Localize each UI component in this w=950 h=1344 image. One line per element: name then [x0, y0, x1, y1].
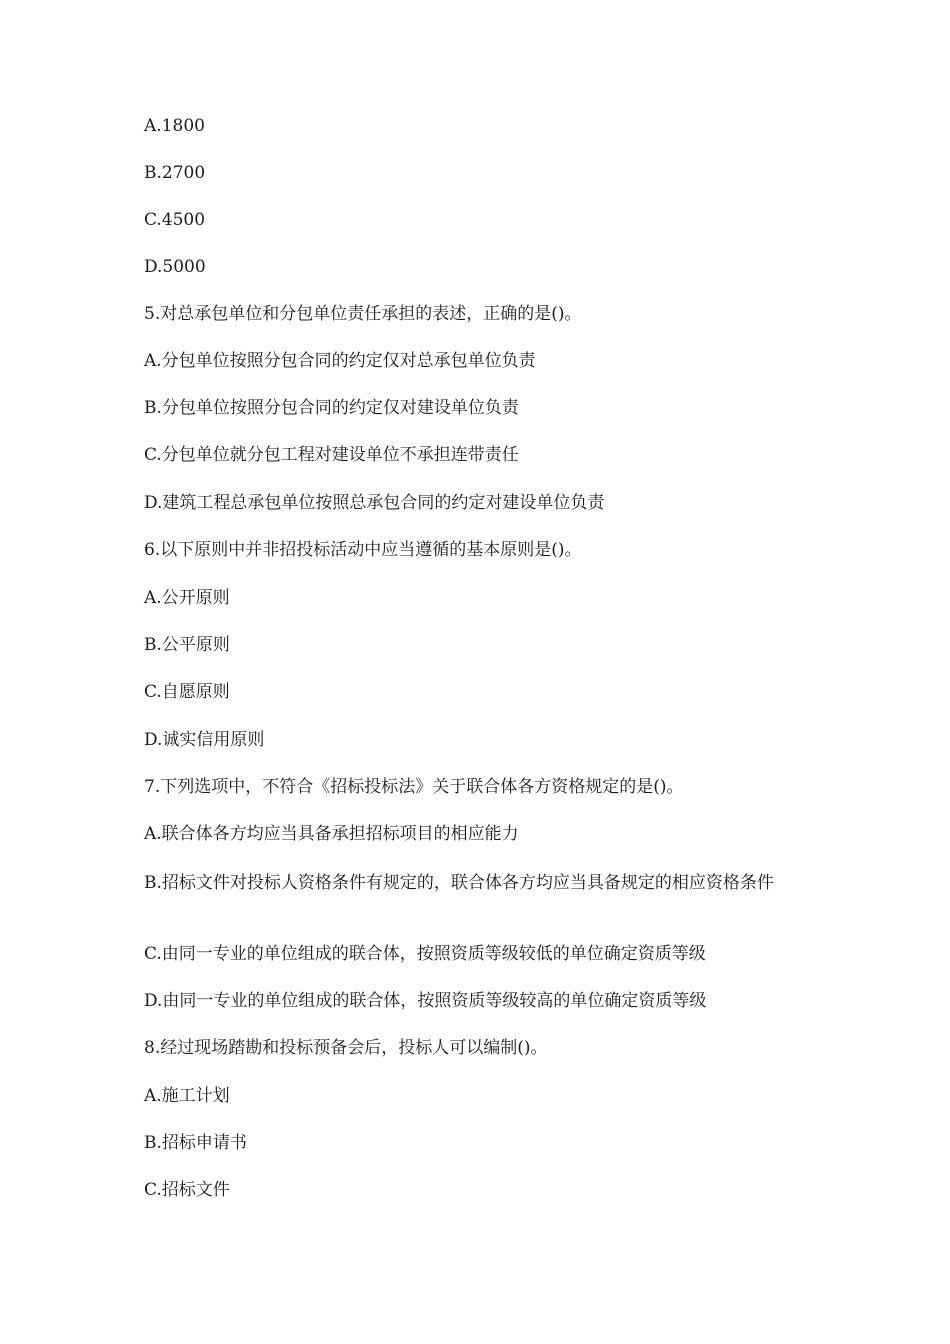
- option-c-q7: C.由同一专业的单位组成的联合体，按照资质等级较低的单位确定资质等级: [144, 944, 706, 964]
- question-8: 8.经过现场踏勘和投标预备会后，投标人可以编制()。: [144, 1038, 548, 1058]
- option-a-q6: A.公开原则: [144, 588, 230, 608]
- option-b-q8: B.招标申请书: [144, 1133, 247, 1153]
- option-a-q8: A.施工计划: [144, 1086, 230, 1106]
- option-d-q5: D.建筑工程总承包单位按照总承包合同的约定对建设单位负责: [144, 493, 605, 513]
- option-b-q4: B.2700: [144, 163, 206, 183]
- option-a-q7: A.联合体各方均应当具备承担招标项目的相应能力: [144, 824, 519, 844]
- option-d-q4: D.5000: [144, 257, 206, 277]
- option-b-q6: B.公平原则: [144, 635, 230, 655]
- option-b-q5: B.分包单位按照分包合同的约定仅对建设单位负责: [144, 398, 519, 418]
- option-d-q6: D.诚实信用原则: [144, 730, 265, 750]
- question-6: 6.以下原则中并非招投标活动中应当遵循的基本原则是()。: [144, 540, 582, 560]
- option-a-q4: A.1800: [144, 116, 205, 136]
- option-d-q7: D.由同一专业的单位组成的联合体，按照资质等级较高的单位确定资质等级: [144, 991, 707, 1011]
- option-c-q5: C.分包单位就分包工程对建设单位不承担连带责任: [144, 445, 519, 465]
- question-5: 5.对总承包单位和分包单位责任承担的表述，正确的是()。: [144, 304, 582, 324]
- option-c-q8: C.招标文件: [144, 1180, 230, 1200]
- option-b-q7: B.招标文件对投标人资格条件有规定的，联合体各方均应当具备规定的相应资格条件: [144, 873, 774, 893]
- option-a-q5: A.分包单位按照分包合同的约定仅对总承包单位负责: [144, 351, 536, 371]
- option-c-q6: C.自愿原则: [144, 682, 230, 702]
- option-c-q4: C.4500: [144, 210, 206, 230]
- question-7: 7.下列选项中，不符合《招标投标法》关于联合体各方资格规定的是()。: [144, 777, 684, 797]
